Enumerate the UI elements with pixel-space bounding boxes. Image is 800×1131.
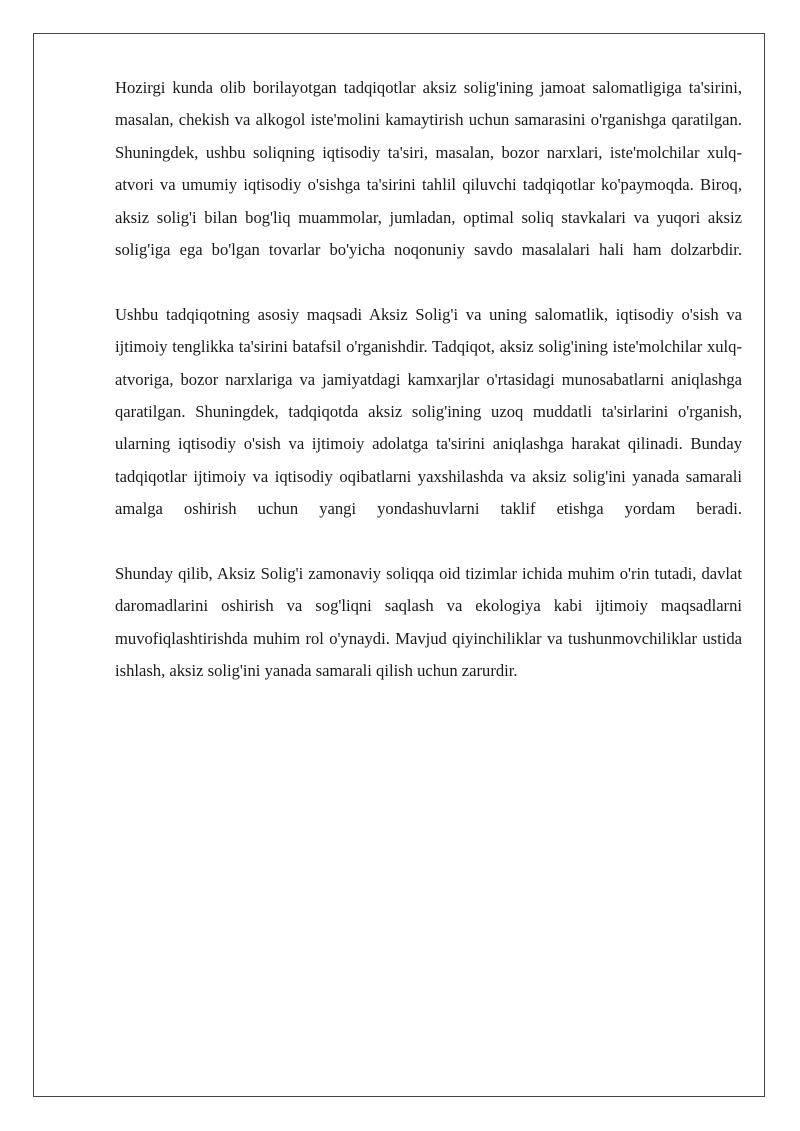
- document-body: [115, 72, 742, 688]
- paragraph-3: Shunday qilib, Aksiz Solig'i zamonaviy soliqqa oid tizimlar ichida muhim o'rin tutadi, davlat daromadlarini oshirish va sog'liqni saqlash va ekologiya kabi ijtimoiy maqsadlarni muvofiqlashtirishda muhim rol o'ynaydi. Mavjud qiyinchiliklar va tushunmovchiliklar ustida ishlash, aksiz solig'ini yanada samarali qilish uchun zarurdir.: [115, 564, 742, 681]
- paragraph-1: Hozirgi kunda olib borilayotgan tadqiqotlar aksiz solig'ining jamoat salomatligiga ta'sirini, masalan, chekish va alkogol iste'molini kamaytirish uchun samarasini o'rganishga qaratilgan. Shuningdek, ushbu soliqning iqtisodiy ta'siri, masalan, bozor narxlari, iste'molchilar xulq-atvori va umumiy iqtisodiy o'sishga ta'sirini tahlil qiluvchi tadqiqotlar ko'paymoqda. Biroq, aksiz solig'i bilan bog'liq muammolar, jumladan, optimal soliq stavkalari va yuqori aksiz solig'iga ega bo'lgan tovarlar bo'yicha noqonuniy savdo masalalari hali ham dolzarbdir.: [115, 78, 742, 260]
- paragraph-2: Ushbu tadqiqotning asosiy maqsadi Aksiz Solig'i va uning salomatlik, iqtisodiy o'sish va ijtimoiy tenglikka ta'sirini batafsil o'rganishdir. Tadqiqot, aksiz solig'ining iste'molchilar xulq-atvoriga, bozor narxlariga va jamiyatdagi kamxarjlar o'rtasidagi munosabatlarni aniqlashga qaratilgan. Shuningdek, tadqiqotda aksiz solig'ining uzoq muddatli ta'sirlarini o'rganish, ularning iqtisodiy o'sish va ijtimoiy adolatga ta'sirini aniqlashga harakat qilinadi. Bunday tadqiqotlar ijtimoiy va iqtisodiy oqibatlarni yaxshilashda va aksiz solig'ini yanada samarali amalga oshirish uchun yangi yondashuvlarni taklif etishga yordam beradi.: [115, 304, 742, 519]
